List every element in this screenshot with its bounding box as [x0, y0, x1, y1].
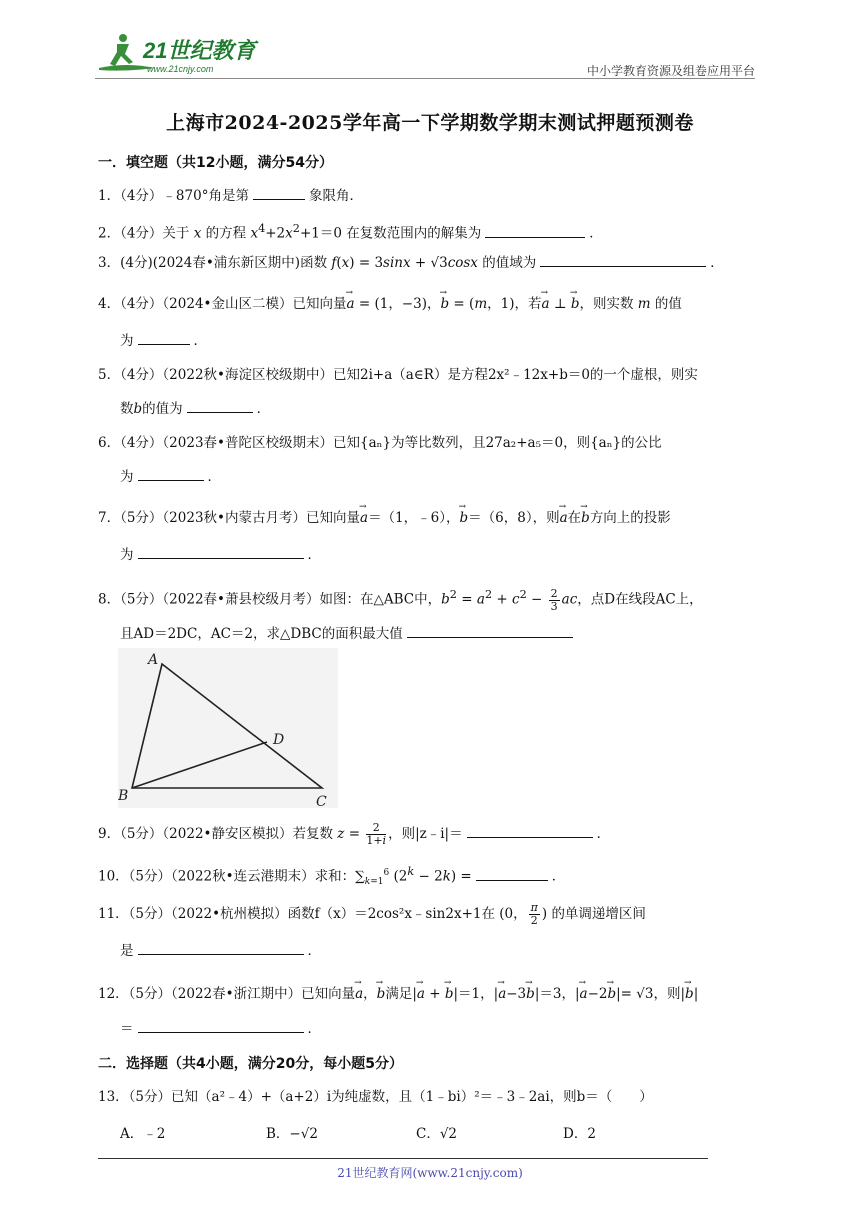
- question-7-cont: 为 ．: [120, 544, 321, 565]
- question-13: 13．（5分）已知（a²﹣4）+（a+2）i为纯虚数，且（1﹣bi）²＝﹣3﹣2ai，则b＝（ ）: [98, 1089, 653, 1105]
- triangle-figure: [118, 648, 338, 808]
- platform-name: 中小学教育资源及组卷应用平台: [586, 64, 755, 78]
- question-4: 4．（4分）（2024•金山区二模）已知向量→ a = (1，−3)，→ b = (m，1)，若→ a ⊥ → b，则实数 m 的值: [98, 294, 768, 314]
- label-a: A: [148, 652, 159, 668]
- page-title: 上海市2024-2025学年高一下学期数学期末测试押题预测卷: [166, 112, 694, 134]
- question-3: 3．(4分)(2024春•浦东新区期中)函数 f(x) = 3sinx + √3cosx 的值域为 ．: [98, 252, 768, 273]
- section-heading-multiple-choice: 二．选择题（共4小题，满分20分，每小题5分）: [98, 1056, 403, 1072]
- label-b: B: [118, 788, 129, 804]
- question-8-cont: 且AD＝2DC，AC＝2，求△DBC的面积最大值: [120, 623, 577, 644]
- svg-text:www.21cnjy.com: www.21cnjy.com: [147, 64, 214, 74]
- header-divider: [95, 78, 755, 79]
- section-heading-fill-blank: 一．填空题（共12小题，满分54分）: [98, 155, 333, 171]
- option-b: B．−√2: [266, 1126, 318, 1142]
- question-1: 1．（4分）﹣870°角是第 象限角．: [98, 185, 768, 206]
- question-11-cont: 是 ．: [120, 940, 321, 961]
- label-d: D: [273, 732, 285, 748]
- question-6-cont: 为 ．: [120, 466, 221, 487]
- question-5-cont: 数b的值为 ．: [120, 398, 270, 419]
- question-2: 2．（4分）关于 x 的方程 $x^4+2x^2+1=0$ 在复数范围内的解集为 ．: [98, 222, 603, 242]
- site-logo: [95, 32, 285, 76]
- label-c: C: [316, 794, 327, 808]
- question-5: 5．（4分）（2022秋•海淀区校级期中）已知2i+a（a∈R）是方程2x²﹣12x+b＝0的一个虚根，则实: [98, 367, 698, 383]
- question-7: 7．（5分）（2023秋•内蒙古月考）已知向量→ a＝（1，﹣6），→ b＝（6，8），则→ a在→ b方向上的投影: [98, 508, 768, 528]
- page-footer: 21世纪教育网(www.21cnjy.com): [337, 1166, 523, 1180]
- page-header: [95, 30, 755, 78]
- question-11: 11．（5分）（2022•杭州模拟）函数f（x）＝2cos²x﹣sin2x+1在 (0， $\frac{\pi}{2}$ ) 的单调递增区间: [98, 901, 646, 927]
- footer-divider: [98, 1158, 708, 1159]
- option-c: C．√2: [416, 1126, 458, 1142]
- question-12: 12．（5分）（2022春•浙江期中）已知向量→ a，→ b满足|→ a + → b|＝1，|→ a−3→ b|＝3，|→ a−2→ b|= √3，则|→ b|: [98, 984, 768, 1004]
- option-d: D．2: [563, 1126, 596, 1142]
- svg-text:21世纪教育: 21世纪教育: [143, 38, 256, 63]
- question-6: 6．（4分）（2023春•普陀区校级期末）已知{aₙ}为等比数列，且27a₂+a₅＝0，则{aₙ}的公比: [98, 435, 662, 451]
- question-9: 9．（5分）（2022•静安区模拟）若复数 z = $\frac{2}{1+i}$ ，则|z﹣i|＝ ．: [98, 821, 611, 847]
- question-10: 10．（5分）（2022秋•连云港期末）求和：$\sum_{k=1}^6$ $(2^k - 2k)$ = ．: [98, 865, 566, 888]
- question-4-cont: 为 ．: [120, 330, 207, 351]
- question-8: 8．（5分）（2022春•萧县校级月考）如图：在△ABC中，$b^2 = a^2 + c^2$ − $\frac{2}{3}$ ac，点D在线段AC上，: [98, 586, 703, 613]
- question-12-cont: ＝ ．: [120, 1018, 321, 1039]
- option-a: A．﹣2: [120, 1126, 166, 1142]
